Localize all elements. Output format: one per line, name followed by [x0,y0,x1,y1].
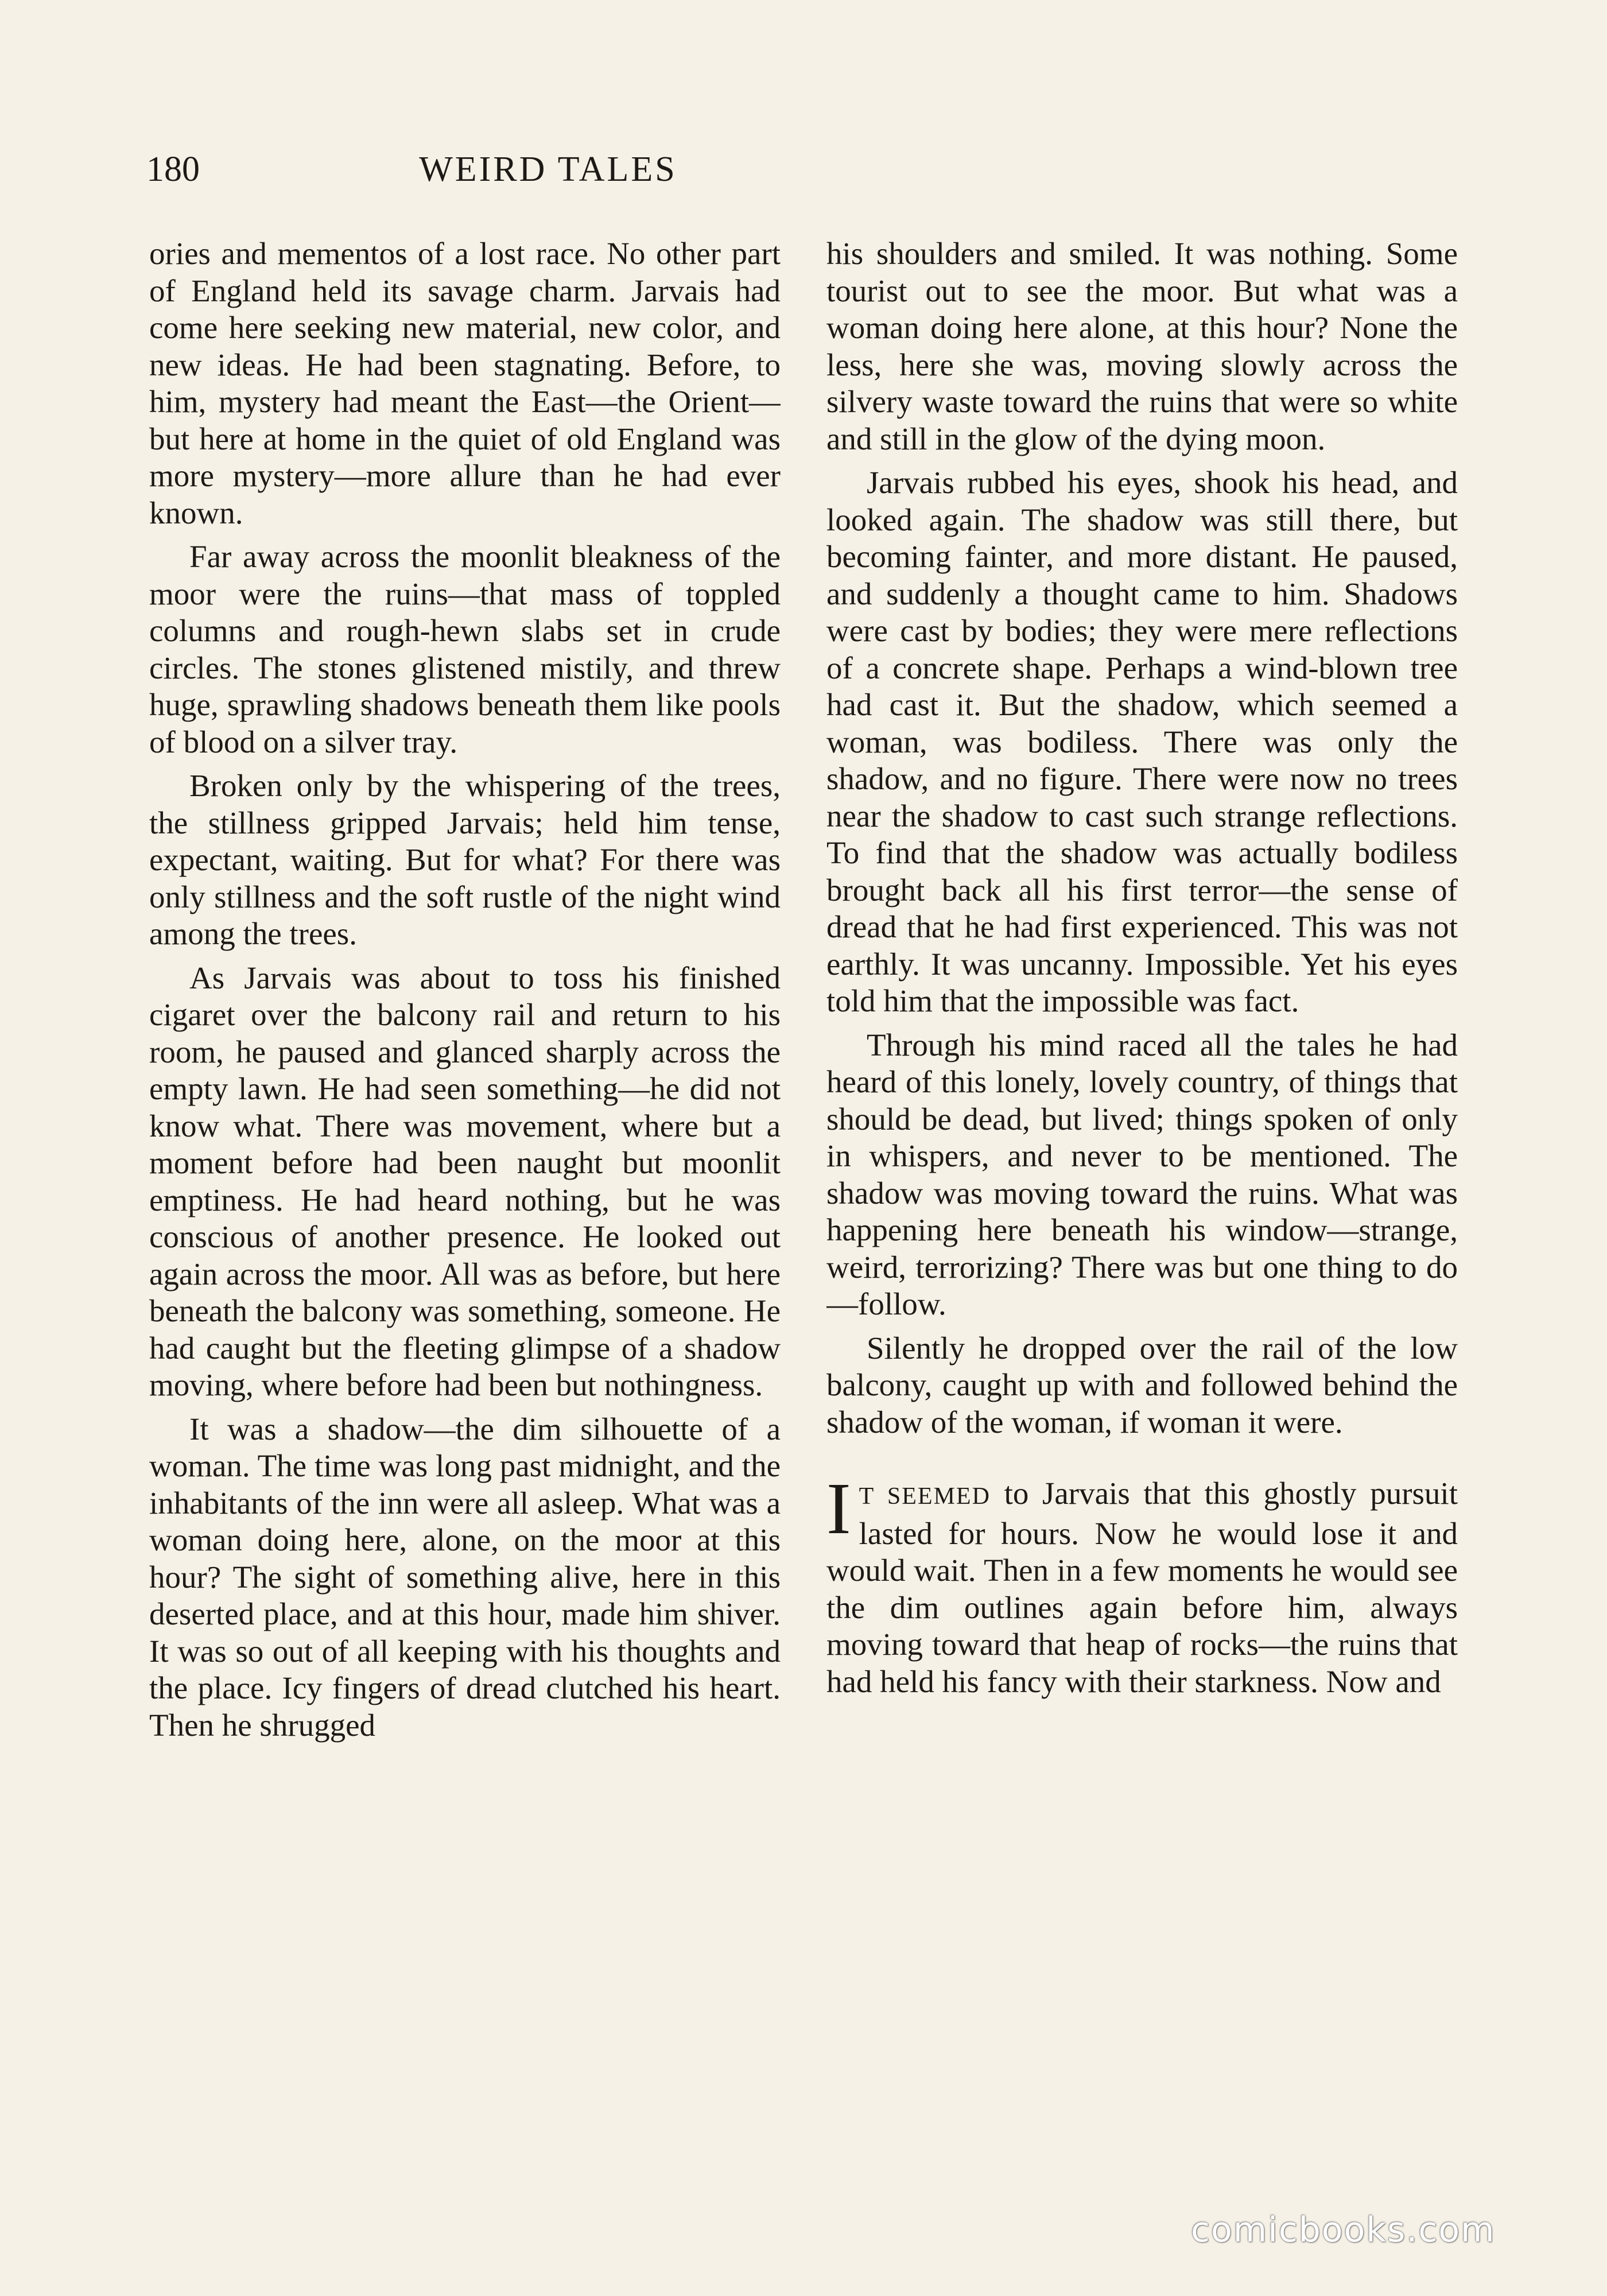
paragraph: It was a shadow—the dim silhouette of a woman. The time was long past midnight, and the inhabitants of the inn were all asleep. What was a woman doing here, alone, on the moor at this hour? The sight of something alive, here in this deserted place, and at this hour, made him shiver. It was so out of all keeping with his thoughts and the place. Icy fingers of dread clutched his heart. Then he shrugged [149,1411,781,1743]
paragraph: Silently he dropped over the rail of the low balcony, caught up with and followed behind the shadow of the woman, if woman it were. [826,1330,1458,1440]
paragraph-text: to Jarvais that this ghostly pursuit lasted for hours. Now he would lose it and would wait. Then in a few moments he would see the dim outlines again before him, always moving toward that heap of rocks—the ruins that had held his fancy with their starkness. Now and [826,1476,1458,1699]
drop-cap: I [826,1468,851,1549]
paragraph: Through his mind raced all the tales he had heard of this lonely, lovely country, of things that should be dead, but lived; things spoken of only in whispers, and never to be mentioned. The shadow was moving toward the ruins. What was happening here beneath his window—strange, weird, terrorizing? There was but one thing to do—follow. [826,1027,1458,1321]
paragraph: As Jarvais was about to toss his finished cigaret over the balcony rail and return to his room, he paused and glanced sharply across the empty lawn. He had seen something—he did not know what. There was movement, where but a moment before had been naught but moonlit emptiness. He had heard nothing, but he was conscious of another presence. He looked out again across the moor. All was as before, but here beneath the balcony was something, someone. He had caught but the fleeting glimpse of a shadow moving, where before had been but nothingness. [149,960,781,1402]
paragraph: Jarvais rubbed his eyes, shook his head, and looked again. The shadow was still there, but becoming fainter, and more distant. He paused, and suddenly a thought came to him. Shadows were cast by bodies; they were mere reflections of a concrete shape. Perhaps a wind-blown tree had cast it. But the shadow, which seemed a woman, was bodiless. There was only the shadow, and no figure. There were now no trees near the shadow to cast such strange reflections. To find that the shadow was actually bodiless brought back all his first terror—the sense of dread that he had first experienced. This was not earthly. It was uncanny. Impossible. Yet his eyes told him that the impossible was fact. [826,465,1458,1018]
magazine-title: WEIRD TALES [419,150,677,189]
page-number: 180 [146,150,200,189]
watermark: comicbooks.com [1191,2210,1496,2250]
left-column [149,235,781,2175]
paragraph: ories and mementos of a lost race. No other part of England held its savage charm. Jarvais had come here seeking new material, new color, and new ideas. He had been stagnating. Before, to him, mystery had meant the East—the Orient—but here at home in the quiet of old England was more mystery—more allure than he had ever known. [149,236,781,530]
paragraph: Broken only by the whispering of the trees, the stillness gripped Jarvais; held him tense, expectant, waiting. But for what? For there was only stillness and the soft rustle of the night wind among the trees. [149,768,781,951]
small-caps-lead: T SEEMED [859,1483,991,1510]
paragraph: Far away across the moonlit bleakness of the moor were the ruins—that mass of toppled columns and rough-hewn slabs set in crude circles. The stones glistened mistily, and threw huge, sprawling shadows beneath them like pools of blood on a silver tray. [149,539,781,759]
section-start-paragraph [826,1468,1458,1700]
right-column [826,235,1458,2175]
paragraph: his shoulders and smiled. It was nothing. Some tourist out to see the moor. But what was a woman doing here alone, at this hour? None the less, here she was, moving slowly across the silvery waste toward the ruins that were so white and still in the glow of the dying moon. [826,236,1458,456]
page-header [146,144,950,195]
